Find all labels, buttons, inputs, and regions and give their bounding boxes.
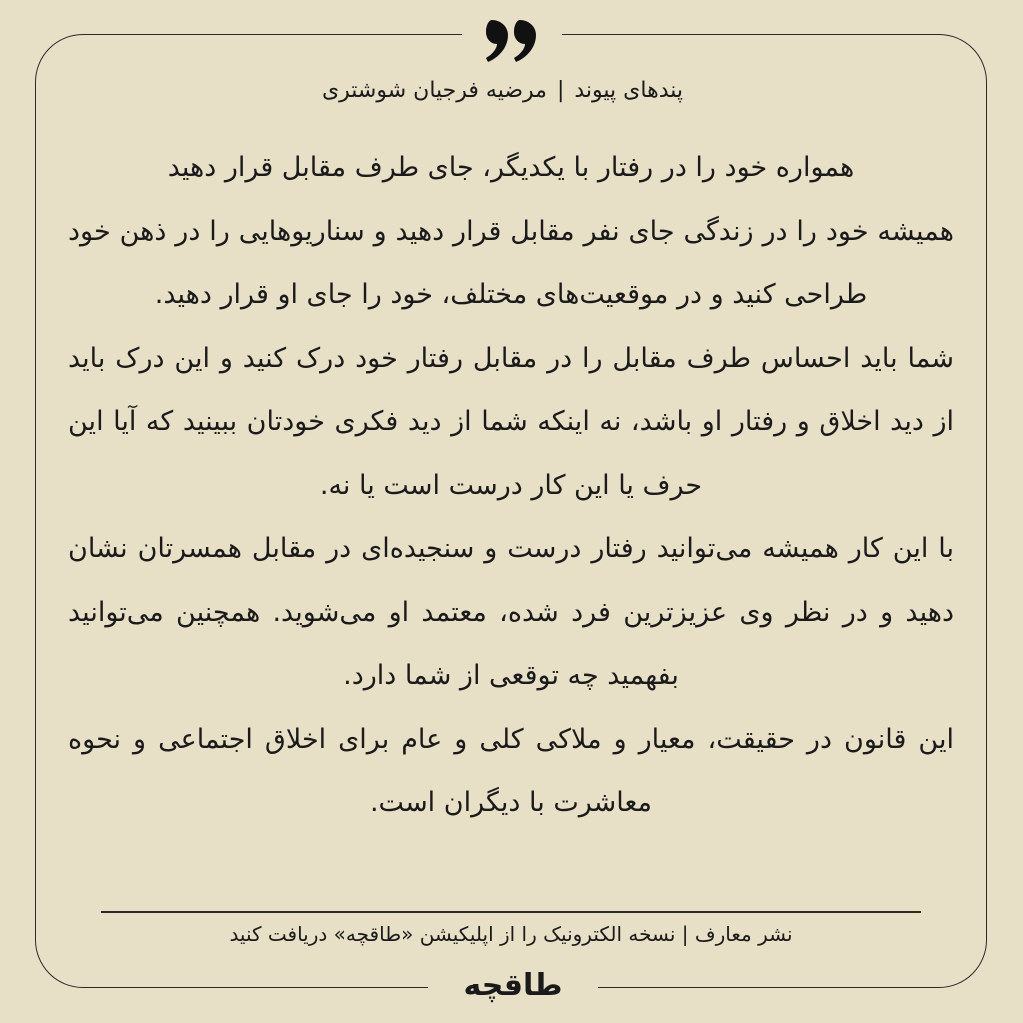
paragraph-title: همواره خود را در رفتار با یکدیگر، جای طرف مقابل قرار دهید (167, 152, 855, 183)
taaghche-logo: طاقچه (463, 968, 563, 1003)
quote-icon (486, 20, 538, 62)
series-title: پندهای پیوند (574, 78, 683, 103)
paragraph: همیشه خود را در زندگی جای نفر مقابل قرار دهید و سناریوهایی را در ذهن خود طراحی کنید و در موقعیت‌های مختلف، خود را جای او قرار دهید. (68, 215, 954, 310)
header-separator: | (556, 78, 565, 103)
author-name: مرضیه فرجیان شوشتری (321, 78, 547, 103)
paragraph: این قانون در حقیقت، معیار و ملاکی کلی و عام برای اخلاق اجتماعی و نحوه معاشرت با دیگران است. (68, 723, 954, 818)
paragraph: با این کار همیشه می‌توانید رفتار درست و سنجیده‌ای در مقابل همسرتان نشان دهید و در نظر وی عزیزترین فرد شده، معتمد او می‌شوید. همچنین می‌توانید بفهمید چه توقعی از شما دارد. (68, 533, 954, 691)
body-text (68, 136, 954, 835)
paragraph: شما باید احساس طرف مقابل را در مقابل رفتار خود درک کنید و این درک باید از دید اخلاق و رفتار او باشد، نه اینکه شما از دید فکری خودتان ببینید که آیا این حرف یا این کار درست است یا نه. (68, 342, 954, 501)
footer-credit: نشر معارف | نسخه الکترونیک را از اپلیکیشن «طاقچه» دریافت کنید (229, 922, 793, 946)
header (322, 78, 683, 103)
divider (101, 911, 921, 913)
